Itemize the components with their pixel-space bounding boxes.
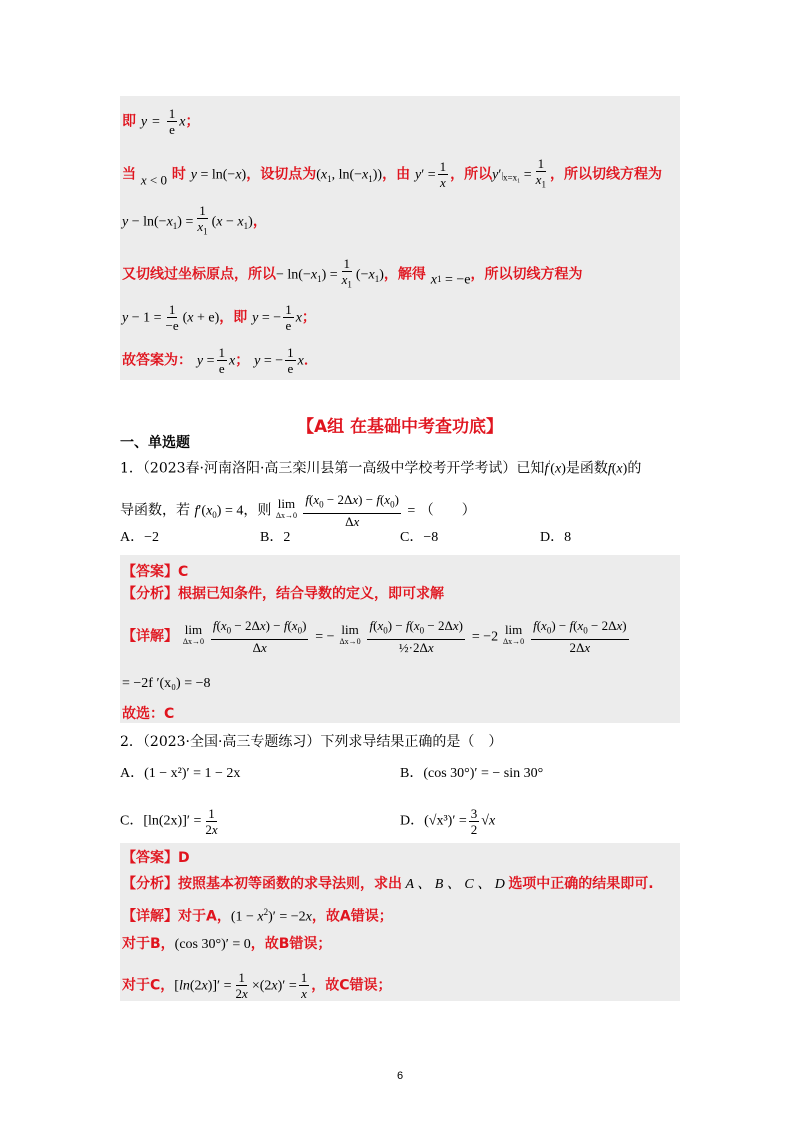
q1-option-a: A．−2 bbox=[120, 530, 160, 545]
q1-option-d: D．8 bbox=[540, 530, 572, 545]
q2-answer: 【答案】D bbox=[122, 850, 190, 866]
q1-choice: 故选：C bbox=[122, 706, 175, 722]
q1-option-b: B．2 bbox=[260, 530, 291, 545]
solution-line-3: $y - \ln(-x_1)$ = $\frac{1}{x_1}$ $(x - x_1)$， bbox=[122, 203, 267, 237]
section-title: 【A组 在基础中考查功底】 bbox=[296, 417, 504, 437]
q1-stem-line1: 1．（2023春·河南洛阳·高三栾川县第一高级中学校考开学考试）已知f′(x)是函数f(x)的 bbox=[120, 459, 642, 477]
q2-option-c: C．[ln(2x)]′ = $\frac{1}{2x}$ bbox=[120, 806, 218, 837]
page-number: 6 bbox=[396, 1070, 404, 1082]
q1-detail: 【详解】 lim Δx→0 $\frac{f(x_0 - 2\Delta x) - f(x_0)}{\Delta x}$ = − lim Δx→0 $\frac{f(x_0) - f(x_0 - 2\Delta x)}{\text{½·2Δx}}$ = −2 lim Δx→0 $\frac{f(x_0) - f(x_0 - 2\Delta x)}{2\Delta x}$ bbox=[122, 618, 627, 655]
q2-option-d: D．(√x³)′ = $\frac{3}{2}$ √x bbox=[400, 806, 496, 837]
q2-detail-a: 【详解】对于A，$(1 - x^2)' = -2x$，故A错误； bbox=[122, 907, 393, 925]
q2-stem: 2．（2023·全国·高三专题练习）下列求导结果正确的是（ ） bbox=[120, 734, 503, 750]
solution-line-5: y − 1 = $\frac{1}{-e}$ (x + e)，即 y = − $\frac{1}{e}$ x； bbox=[122, 302, 316, 333]
solution-line-1: 即 y = $\frac{1}{e}$ x； bbox=[122, 106, 200, 137]
q2-option-a: A．(1 − x²)′ = 1 − 2x bbox=[120, 766, 241, 781]
solution-line-2: 当 x < 0 时 y = ln(−x)，设切点为($x_1$, $\ln(-x_1)$)，由 y′ = $\frac{1}{x}$ ，所以$y'|_{x=x_1}$ = $\frac{1}{x_1}$ ，所以切线方程为 bbox=[122, 156, 662, 190]
solution-line-6: 故答案为： y = $\frac{1}{e}$ x； y = − $\frac{1}{e}$ x． bbox=[122, 345, 318, 376]
q2-analysis: 【分析】按照基本初等函数的求导法则，求出 A 、 B 、 C 、 D 选项中正确的结果即可. bbox=[122, 876, 654, 892]
q1-stem-line2: 导函数，若 $f'(x_0) = 4$，则 lim Δx→0 $\frac{f(x_0 - 2\Delta x) - f(x_0)}{\Delta x}$ = （ ） bbox=[120, 492, 476, 529]
q1-result: = −2f ′(x₀) = −8 bbox=[122, 676, 211, 691]
q2-option-b: B．(cos 30°)′ = − sin 30° bbox=[400, 766, 544, 781]
q2-detail-c: 对于C，[ln(2x)]′ = $\frac{1}{2x}$ ×(2x)′ = $\frac{1}{x}$ ，故C错误； bbox=[122, 970, 392, 1001]
solution-line-4: 又切线过坐标原点，所以− $\ln(-x_1)$ = $\frac{1}{x_1}$ $(-x_1)$，解得 $x_1 = -e$，所以切线方程为 bbox=[122, 256, 583, 290]
q1-analysis: 【分析】根据已知条件，结合导数的定义，即可求解 bbox=[122, 586, 444, 602]
q1-answer: 【答案】C bbox=[122, 564, 189, 580]
q1-option-c: C．−8 bbox=[400, 530, 439, 545]
section-heading: 一、单选题 bbox=[120, 435, 190, 451]
q2-detail-b: 对于B，(cos 30°)′ = 0，故B错误； bbox=[122, 936, 332, 952]
